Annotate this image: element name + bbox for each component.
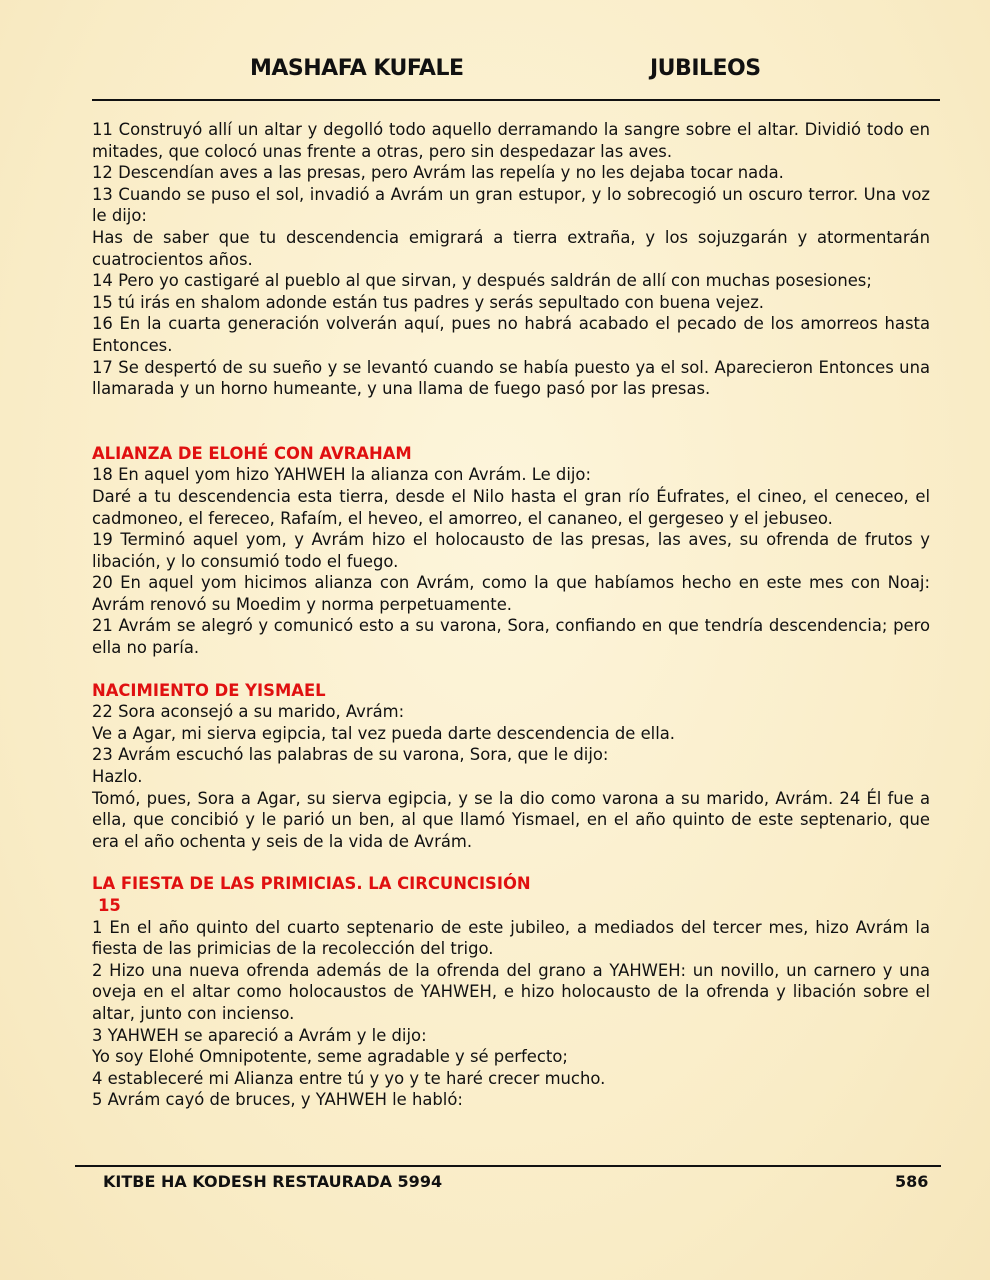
paragraph: Daré a tu descendencia esta tierra, desde el Nilo hasta el gran río Éufrates, el cineo, el ceneceo, el cadmoneo, el fereceo, Rafaím, el heveo, el amorreo, el cananeo, el gergeseo y el jebuseo. (92, 486, 930, 528)
paragraph: Yo soy Elohé Omnipotente, seme agradable y sé perfecto; (92, 1047, 568, 1067)
section-heading: ALIANZA DE ELOHÉ CON AVRAHAM (92, 443, 412, 463)
footer-title: KITBE HA KODESH RESTAURADA 5994 (103, 1172, 443, 1191)
paragraph: 22 Sora aconsejó a su marido, Avrám: (92, 702, 405, 722)
paragraph: 4 estableceré mi Alianza entre tú y yo y te haré crecer mucho. (92, 1068, 606, 1088)
paragraph: Has de saber que tu descendencia emigrará a tierra extraña, y los sojuzgarán y atormentarán cuatrocientos años. (92, 227, 930, 269)
paragraph: 3 YAHWEH se apareció a Avrám y le dijo: (92, 1025, 427, 1045)
chapter-number: 15 (98, 896, 121, 915)
paragraph: 21 Avrám se alegró y comunicó esto a su varona, Sora, confiando en que tendría descendencia; pero ella no paría. (92, 616, 930, 658)
section-heading: LA FIESTA DE LAS PRIMICIAS. LA CIRCUNCISIÓN (92, 874, 531, 894)
paragraph: 12 Descendían aves a las presas, pero Avrám las repelía y no les dejaba tocar nada. (92, 163, 784, 183)
spacer (92, 852, 930, 873)
paragraph: 5 Avrám cayó de bruces, y YAHWEH le habló: (92, 1090, 463, 1110)
page-footer (0, 1172, 990, 1196)
header-section-title: JUBILEOS (650, 56, 761, 81)
paragraph: 18 En aquel yom hizo YAHWEH la alianza con Avrám. Le dijo: (92, 465, 591, 485)
page-header (0, 56, 990, 96)
paragraph: 11 Construyó allí un altar y degolló todo aquello derramando la sangre sobre el altar. Dividió todo en mitades, que colocó unas frente a otras, pero sin despedazar las aves. (92, 120, 930, 161)
paragraph: 16 En la cuarta generación volverán aquí, pues no habrá acabado el pecado de los amorreos hasta Entonces. (92, 314, 930, 355)
footer-divider (75, 1165, 941, 1167)
document-body (92, 119, 930, 1111)
header-book-title: MASHAFA KUFALE (250, 56, 464, 81)
paragraph: Hazlo. (92, 767, 143, 787)
page-number: 586 (895, 1172, 929, 1191)
paragraph: 19 Terminó aquel yom, y Avrám hizo el holocausto de las presas, las aves, su ofrenda de frutos y libación, y lo consumió todo el fuego. (92, 530, 930, 571)
spacer (92, 659, 930, 680)
section-heading: NACIMIENTO DE YISMAEL (92, 680, 326, 700)
paragraph: Tomó, pues, Sora a Agar, su sierva egipcia, y se la dio como varona a su marido, Avrám. 24 Él fue a ella, que concibió y le parió un ben, al que llamó Yismael, en el año quinto de este septenario, que era el año ochenta y seis de la vida de Avrám. (92, 788, 930, 851)
paragraph: 15 tú irás en shalom adonde están tus padres y serás sepultado con buena vejez. (92, 292, 765, 312)
paragraph: 2 Hizo una nueva ofrenda además de la ofrenda del grano a YAHWEH: un novillo, un carnero y una oveja en el altar como holocaustos de YAHWEH, e hizo holocausto de la ofrenda y libación sobre el altar, junto con incienso. (92, 960, 930, 1023)
paragraph: Ve a Agar, mi sierva egipcia, tal vez pueda darte descendencia de ella. (92, 723, 676, 743)
paragraph: 17 Se despertó de su sueño y se levantó cuando se había puesto ya el sol. Aparecieron Entonces una llamarada y un horno humeante, y una llama de fuego pasó por las presas. (92, 357, 930, 399)
spacer (92, 400, 930, 443)
paragraph: 20 En aquel yom hicimos alianza con Avrám, como la que habíamos hecho en este mes con Noaj: Avrám renovó su Moedim y norma perpetuamente. (92, 573, 930, 614)
paragraph: 13 Cuando se puso el sol, invadió a Avrám un gran estupor, y lo sobrecogió un oscuro terror. Una voz le dijo: (92, 184, 930, 226)
paragraph: 23 Avrám escuchó las palabras de su varona, Sora, que le dijo: (92, 745, 609, 765)
header-divider (92, 99, 940, 101)
paragraph: 14 Pero yo castigaré al pueblo al que sirvan, y después saldrán de allí con muchas posesiones; (92, 271, 872, 291)
paragraph: 1 En el año quinto del cuarto septenario de este jubileo, a mediados del tercer mes, hizo Avrám la fiesta de las primicias de la recolección del trigo. (92, 917, 930, 959)
